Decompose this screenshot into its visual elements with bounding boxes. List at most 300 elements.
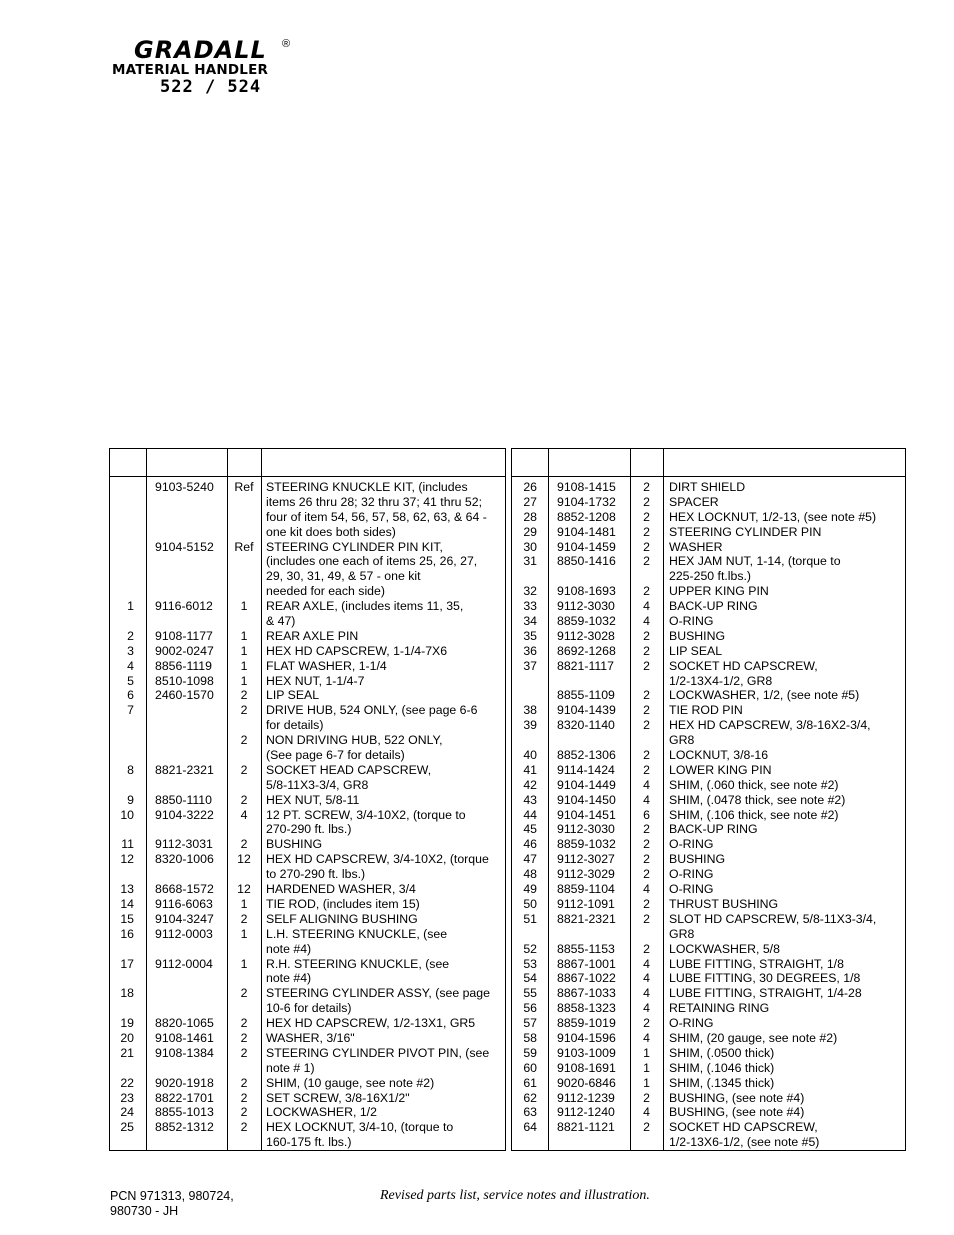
quantity: 2 <box>240 762 248 777</box>
table-row <box>512 942 905 957</box>
description: (See page 6-7 for details) <box>266 748 405 763</box>
table-row <box>512 927 905 942</box>
part-number: 8821-1117 <box>557 658 614 673</box>
item-number: 50 <box>523 896 537 911</box>
item-number: 17 <box>120 956 134 971</box>
quantity: 2 <box>643 628 650 643</box>
description: O-RING <box>669 837 714 852</box>
item-number: 49 <box>523 882 537 897</box>
part-number: 9104-1450 <box>557 792 616 807</box>
description: HEX HD CAPSCREW, 3/4-10X2, (torque <box>266 852 489 867</box>
table-row <box>110 733 505 748</box>
part-number: 8855-1153 <box>557 941 615 956</box>
item-number: 60 <box>523 1060 537 1075</box>
description: BUSHING, (see note #4) <box>669 1105 805 1120</box>
quantity: 12 <box>237 852 251 867</box>
table-row <box>110 688 505 703</box>
quantity: 2 <box>643 1090 650 1105</box>
description: SELF ALIGNING BUSHING <box>266 911 418 926</box>
part-number: 8821-1121 <box>557 1120 615 1135</box>
quantity: 1 <box>240 643 248 658</box>
quantity: 2 <box>240 1030 248 1045</box>
part-number: 9108-1461 <box>155 1030 214 1045</box>
table-row <box>110 897 505 912</box>
part-number: 8822-1701 <box>155 1090 214 1105</box>
item-number: 56 <box>523 1001 537 1016</box>
description: BACK-UP RING <box>669 599 758 614</box>
part-number: 8855-1109 <box>557 688 615 703</box>
description: 225-250 ft.lbs.) <box>669 569 752 584</box>
description: WASHER <box>669 539 723 554</box>
item-number: 34 <box>523 614 537 629</box>
item-number: 53 <box>523 956 537 971</box>
quantity: 2 <box>240 911 248 926</box>
item-number: 40 <box>523 748 537 763</box>
table-row <box>110 837 505 852</box>
table-row <box>512 614 905 629</box>
description: HARDENED WASHER, 3/4 <box>266 882 416 897</box>
item-number: 10 <box>120 807 134 822</box>
table-row <box>512 688 905 703</box>
part-number: 9112-3027 <box>557 852 615 867</box>
table-row <box>110 882 505 897</box>
item-number: 6 <box>127 688 134 703</box>
item-number: 54 <box>523 971 537 986</box>
table-row <box>512 733 905 748</box>
quantity: 2 <box>643 911 650 926</box>
table-row <box>512 540 905 555</box>
description: L.H. STEERING KNUCKLE, (see <box>266 926 448 941</box>
table-row <box>110 763 505 778</box>
item-number: 13 <box>120 882 134 897</box>
description: 160-175 ft. lbs.) <box>266 1135 352 1150</box>
description: (includes one each of items 25, 26, 27, <box>266 554 478 569</box>
item-number: 11 <box>121 837 134 852</box>
item-number: 38 <box>523 703 537 718</box>
description: SOCKET HEAD CAPSCREW, <box>266 762 432 777</box>
part-number: 9104-1439 <box>557 703 616 718</box>
item-number: 25 <box>120 1120 134 1135</box>
table-row <box>512 882 905 897</box>
description: LOCKWASHER, 1/2, (see note #5) <box>669 688 860 703</box>
description: NON DRIVING HUB, 522 ONLY, <box>266 733 443 748</box>
item-number: 33 <box>523 599 537 614</box>
table-row <box>110 808 505 823</box>
table-row <box>512 1105 905 1120</box>
table-row <box>512 837 905 852</box>
description: 1/2-13X6-1/2, (see note #5) <box>669 1135 820 1150</box>
table-row <box>110 1105 505 1120</box>
description: LUBE FITTING, STRAIGHT, 1/8 <box>669 956 844 971</box>
item-number: 47 <box>523 852 537 867</box>
part-number: 9103-5240 <box>155 480 214 494</box>
quantity: 2 <box>240 1016 248 1031</box>
table-row <box>110 540 505 555</box>
quantity: 4 <box>643 792 650 807</box>
table-row <box>110 599 505 614</box>
description: BACK-UP RING <box>669 822 758 837</box>
table-row <box>512 1135 905 1150</box>
item-number: 30 <box>523 539 537 554</box>
quantity: 2 <box>643 509 650 524</box>
part-number: 9112-1240 <box>557 1105 615 1120</box>
table-row <box>110 942 505 957</box>
item-number: 42 <box>523 777 537 792</box>
quantity: 4 <box>643 986 650 1001</box>
part-number: 8850-1110 <box>155 792 212 807</box>
description: STEERING KNUCKLE KIT, (includes <box>266 480 468 494</box>
part-number: 9020-6846 <box>557 1075 616 1090</box>
part-number: 8852-1312 <box>155 1120 214 1135</box>
table-row <box>512 480 905 495</box>
description: HEX HD CAPSCREW, 1-1/4-7X6 <box>266 643 448 658</box>
quantity: 2 <box>643 1016 650 1031</box>
description: TIE ROD, (includes item 15) <box>266 896 420 911</box>
quantity: 2 <box>643 941 650 956</box>
quantity: 1 <box>240 673 248 688</box>
item-number: 29 <box>523 524 537 539</box>
quantity: 2 <box>240 1105 248 1120</box>
table-row <box>512 778 905 793</box>
item-number: 39 <box>523 718 537 733</box>
table-row <box>512 659 905 674</box>
part-number: 9112-0004 <box>155 956 213 971</box>
part-number: 8820-1065 <box>155 1016 214 1031</box>
table-row <box>512 599 905 614</box>
item-number: 20 <box>120 1030 134 1045</box>
quantity: 2 <box>643 494 650 509</box>
item-number: 8 <box>127 762 134 777</box>
item-number: 44 <box>523 807 537 822</box>
parts-rows-left <box>110 480 505 1150</box>
part-number: 8821-2321 <box>557 911 616 926</box>
quantity: 1 <box>240 956 248 971</box>
table-row <box>110 1135 505 1150</box>
part-number: 9112-3030 <box>557 599 615 614</box>
table-row <box>512 808 905 823</box>
table-row <box>512 1091 905 1106</box>
table-row <box>110 1061 505 1076</box>
description: R.H. STEERING KNUCKLE, (see <box>266 956 450 971</box>
table-row <box>110 703 505 718</box>
description: LIP SEAL <box>266 688 320 703</box>
table-row <box>110 674 505 689</box>
description: HEX NUT, 1-1/4-7 <box>266 673 365 688</box>
quantity: 2 <box>643 837 650 852</box>
table-row <box>512 1001 905 1016</box>
quantity: 2 <box>643 748 650 763</box>
part-number: 8859-1104 <box>557 882 615 897</box>
part-number: 8692-1268 <box>557 643 616 658</box>
part-number: 8858-1323 <box>557 1001 616 1016</box>
pcn-line-2: 980730 - JH <box>110 1204 179 1218</box>
description: LUBE FITTING, STRAIGHT, 1/4-28 <box>669 986 862 1001</box>
quantity: Ref <box>234 539 254 554</box>
description: FLAT WASHER, 1-1/4 <box>266 658 387 673</box>
description: 270-290 ft. lbs.) <box>266 822 352 837</box>
description: HEX NUT, 5/8-11 <box>266 792 360 807</box>
description: for details) <box>266 718 324 733</box>
quantity: 1 <box>643 1045 650 1060</box>
part-number: 9020-1918 <box>155 1075 214 1090</box>
quantity: 4 <box>643 614 650 629</box>
part-number: 9112-1091 <box>557 896 615 911</box>
quantity: 1 <box>240 658 248 673</box>
description: 10-6 for details) <box>266 1001 352 1016</box>
quantity: 1 <box>240 896 248 911</box>
table-header-divider <box>110 476 505 477</box>
table-row <box>512 629 905 644</box>
quantity: 1 <box>643 1075 650 1090</box>
quantity: Ref <box>234 480 254 494</box>
table-row <box>110 1046 505 1061</box>
item-number: 64 <box>523 1120 537 1135</box>
quantity: 1 <box>240 599 248 614</box>
part-number: 9108-1415 <box>557 480 616 494</box>
table-row <box>512 1076 905 1091</box>
table-row <box>512 897 905 912</box>
pcn-reference <box>110 1189 234 1219</box>
part-number: 8859-1032 <box>557 614 616 629</box>
item-number: 32 <box>523 584 537 599</box>
part-number: 9116-6063 <box>155 896 213 911</box>
parts-rows-right <box>512 480 905 1150</box>
item-number: 3 <box>127 643 134 658</box>
quantity: 2 <box>643 703 650 718</box>
part-number: 9114-1424 <box>557 762 615 777</box>
table-row <box>512 852 905 867</box>
table-row <box>110 986 505 1001</box>
part-number: 9108-1691 <box>557 1060 616 1075</box>
table-row <box>512 495 905 510</box>
description: SET SCREW, 3/8-16X1/2" <box>266 1090 410 1105</box>
description: HEX HD CAPSCREW, 3/8-16X2-3/4, <box>669 718 871 733</box>
table-row <box>512 912 905 927</box>
item-number: 26 <box>523 480 537 494</box>
description: RETAINING RING <box>669 1001 770 1016</box>
part-number: 9108-1177 <box>155 628 213 643</box>
description: LOCKWASHER, 1/2 <box>266 1105 377 1120</box>
part-number: 8855-1013 <box>155 1105 214 1120</box>
item-number: 63 <box>523 1105 537 1120</box>
item-number: 41 <box>523 762 537 777</box>
description: 29, 30, 31, 49, & 57 - one kit <box>266 569 421 584</box>
part-number: 8320-1140 <box>557 718 615 733</box>
description: 1/2-13X4-1/2, GR8 <box>669 673 773 688</box>
quantity: 2 <box>643 822 650 837</box>
part-number: 2460-1570 <box>155 688 214 703</box>
part-number: 9104-1459 <box>557 539 616 554</box>
table-row <box>110 480 505 495</box>
table-row <box>512 1061 905 1076</box>
quantity: 2 <box>643 688 650 703</box>
item-number: 21 <box>120 1045 134 1060</box>
quantity: 6 <box>643 807 650 822</box>
table-row <box>110 822 505 837</box>
quantity: 2 <box>240 688 248 703</box>
quantity: 2 <box>643 762 650 777</box>
quantity: 4 <box>643 1105 650 1120</box>
item-number: 12 <box>120 852 134 867</box>
description: TIE ROD PIN <box>669 703 743 718</box>
item-number: 62 <box>523 1090 537 1105</box>
quantity: 2 <box>240 792 248 807</box>
description: SOCKET HD CAPSCREW, <box>669 658 818 673</box>
table-row <box>110 957 505 972</box>
item-number: 14 <box>120 896 134 911</box>
description: SHIM, (.0500 thick) <box>669 1045 775 1060</box>
table-row <box>110 927 505 942</box>
table-row <box>512 986 905 1001</box>
part-number: 8867-1033 <box>557 986 616 1001</box>
description: STEERING CYLINDER PIN KIT, <box>266 539 443 554</box>
description: HEX LOCKNUT, 1/2-13, (see note #5) <box>669 509 877 524</box>
quantity: 2 <box>643 480 650 494</box>
description: SPACER <box>669 494 719 509</box>
quantity: 2 <box>643 867 650 882</box>
table-row <box>110 1031 505 1046</box>
item-number: 24 <box>120 1105 134 1120</box>
part-number: 9112-3030 <box>557 822 615 837</box>
description: GR8 <box>669 926 695 941</box>
table-row <box>512 554 905 569</box>
quantity: 2 <box>240 837 248 852</box>
quantity: 2 <box>643 658 650 673</box>
item-number: 5 <box>127 673 134 688</box>
table-row <box>110 748 505 763</box>
description: O-RING <box>669 867 714 882</box>
part-number: 8867-1001 <box>557 956 616 971</box>
description: O-RING <box>669 1016 714 1031</box>
table-row <box>110 659 505 674</box>
description: BUSHING <box>669 628 726 643</box>
table-row <box>110 778 505 793</box>
quantity: 12 <box>237 882 251 897</box>
quantity: 2 <box>643 718 650 733</box>
registered-mark: ® <box>282 38 291 50</box>
table-row <box>512 763 905 778</box>
quantity: 2 <box>643 896 650 911</box>
table-row <box>512 674 905 689</box>
quantity: 4 <box>643 956 650 971</box>
description: LOCKWASHER, 5/8 <box>669 941 780 956</box>
quantity: 1 <box>240 628 248 643</box>
description: LOWER KING PIN <box>669 762 772 777</box>
item-number: 48 <box>523 867 537 882</box>
table-row <box>512 510 905 525</box>
quantity: 4 <box>643 971 650 986</box>
description: note #4) <box>266 971 312 986</box>
item-number: 61 <box>523 1075 537 1090</box>
description: STEERING CYLINDER ASSY, (see page <box>266 986 490 1001</box>
table-row <box>512 703 905 718</box>
item-number: 2 <box>127 628 134 643</box>
item-number: 52 <box>523 941 537 956</box>
description: SOCKET HD CAPSCREW, <box>669 1120 818 1135</box>
table-row <box>512 971 905 986</box>
part-number: 9112-0003 <box>155 926 213 941</box>
quantity: 2 <box>240 986 248 1001</box>
quantity: 1 <box>240 926 248 941</box>
table-row <box>512 1016 905 1031</box>
quantity: 4 <box>643 1030 650 1045</box>
description: BUSHING <box>266 837 323 852</box>
part-number: 9112-1239 <box>557 1090 615 1105</box>
table-row <box>512 1031 905 1046</box>
part-number: 9103-1009 <box>557 1045 616 1060</box>
part-number: 8320-1006 <box>155 852 214 867</box>
quantity: 4 <box>643 1001 650 1016</box>
item-number: 57 <box>523 1016 537 1031</box>
item-number: 19 <box>120 1016 134 1031</box>
quantity: 2 <box>643 524 650 539</box>
description: REAR AXLE, (includes items 11, 35, <box>266 599 464 614</box>
table-row <box>512 525 905 540</box>
item-number: 9 <box>127 792 134 807</box>
part-number: 8850-1416 <box>557 554 616 569</box>
description: REAR AXLE PIN <box>266 628 359 643</box>
revision-note: Revised parts list, service notes and illustration. <box>380 1188 650 1203</box>
description: SHIM, (.106 thick, see note #2) <box>669 807 839 822</box>
item-number: 7 <box>127 703 134 718</box>
table-row <box>110 867 505 882</box>
table-row <box>110 584 505 599</box>
part-number: 9002-0247 <box>155 643 214 658</box>
logo-brand-text: GRADALL <box>134 36 267 64</box>
table-row <box>110 629 505 644</box>
table-row <box>110 1001 505 1016</box>
table-row <box>110 1076 505 1091</box>
part-number: 8859-1032 <box>557 837 616 852</box>
parts-table-left <box>109 448 506 1151</box>
description: one kit does both sides) <box>266 524 396 539</box>
part-number: 8852-1208 <box>557 509 616 524</box>
description: note # 1) <box>266 1060 315 1075</box>
item-number: 55 <box>523 986 537 1001</box>
item-number: 46 <box>523 837 537 852</box>
pcn-line-1: PCN 971313, 980724, <box>110 1189 234 1203</box>
description: LIP SEAL <box>669 643 723 658</box>
part-number: 9104-1481 <box>557 524 616 539</box>
table-row <box>110 554 505 569</box>
table-row <box>110 510 505 525</box>
table-row <box>512 569 905 584</box>
description: HEX HD CAPSCREW, 1/2-13X1, GR5 <box>266 1016 476 1031</box>
parts-table-right <box>511 448 906 1151</box>
description: DIRT SHIELD <box>669 480 746 494</box>
quantity: 2 <box>643 643 650 658</box>
part-number: 8859-1019 <box>557 1016 616 1031</box>
item-number: 59 <box>523 1045 537 1060</box>
table-row <box>512 867 905 882</box>
quantity: 2 <box>643 554 650 569</box>
table-row <box>512 1120 905 1135</box>
item-number: 36 <box>523 643 537 658</box>
table-row <box>110 495 505 510</box>
part-number: 9108-1693 <box>557 584 616 599</box>
part-number: 9116-6012 <box>155 599 213 614</box>
description: 12 PT. SCREW, 3/4-10X2, (torque to <box>266 807 466 822</box>
description: THRUST BUSHING <box>669 896 779 911</box>
item-number: 23 <box>120 1090 134 1105</box>
part-number: 9104-3247 <box>155 911 214 926</box>
table-row <box>110 644 505 659</box>
quantity: 2 <box>240 1045 248 1060</box>
description: & 47) <box>266 614 296 629</box>
item-number: 28 <box>523 509 537 524</box>
description: O-RING <box>669 882 714 897</box>
part-number: 8856-1119 <box>155 658 212 673</box>
